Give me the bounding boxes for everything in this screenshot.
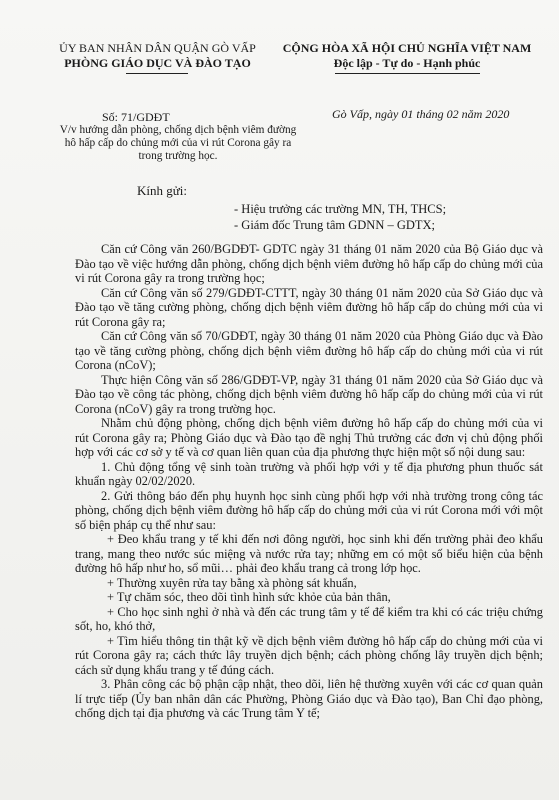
motto-underline [335, 73, 480, 74]
issuer-block [50, 41, 265, 71]
body-paragraph: + Tự chăm sóc, theo dõi tình hình sức khỏe của bản thân, [107, 590, 391, 604]
body-paragraph: Nhằm chủ động phòng, chống dịch bệnh viêm đường hô hấp cấp do chủng mới của vi rút Corona gây ra; Phòng Giáo dục và Đào tạo đề nghị Thủ trưởng các đơn vị chủ động phối hợp với các cơ sở y tế và cơ quan liên quan của địa phương thực hiện một số nội dung sau: [75, 416, 543, 459]
recipient-item: - Hiệu trưởng các trường MN, TH, THCS; [234, 202, 447, 216]
issuer-department: PHÒNG GIÁO DỤC VÀ ĐÀO TẠO [64, 56, 251, 70]
body-paragraph: 3. Phân công các bộ phận cập nhật, theo dõi, liên hệ thường xuyên với các cơ quan quản lí trực tiếp (Ủy ban nhân dân các Phường, Phòng Giáo dục và Đào tạo), Ban Chỉ đạo phòng, chống dịch tại địa phương và các Trung tâm Y tế; [75, 677, 543, 720]
body-paragraph: 1. Chủ động tổng vệ sinh toàn trường và phối hợp với y tế địa phương phun thuốc sát khuẩn ngày 02/02/2020. [75, 459, 543, 488]
issuer-authority: ỦY BAN NHÂN DÂN QUẬN GÒ VẤP [59, 41, 256, 55]
body-paragraph: Căn cứ Công văn số 70/GDĐT, ngày 30 tháng 01 năm 2020 của Phòng Giáo dục và Đào tạo về tăng cường phòng, chống dịch bệnh viêm đường hô hấp cấp do chủng mới của vi rút Corona (nCoV); [75, 329, 543, 372]
document-date: Gò Vấp, ngày 01 tháng 02 năm 2020 [332, 107, 510, 121]
national-title: CỘNG HÒA XÃ HỘI CHỦ NGHĨA VIỆT NAM [282, 41, 532, 55]
document-subject: V/v hướng dẫn phòng, chống dịch bệnh viêm đường hô hấp cấp do chủng mới của vi rút Corona gây ra trong trường học. [59, 124, 297, 163]
body-paragraph: + Đeo khẩu trang y tế khi đến nơi đông người, học sinh khi đến trường phải đeo khẩu trang, mang theo nước súc miệng và nước rửa tay; những em có một số biểu hiện của bệnh đường hô hấp như ho, sổ mũi… phải đeo khẩu trang cả trong lớp học. [75, 532, 543, 575]
issuer-underline [126, 73, 188, 74]
national-motto: Độc lập - Tự do - Hạnh phúc [333, 56, 481, 70]
kinh-gui-label: Kính gửi: [137, 183, 188, 198]
body-paragraph: Thực hiện Công văn số 286/GDĐT-VP, ngày 31 tháng 01 năm 2020 của Sở Giáo dục và Đào tạo về công tác phòng, chống dịch bệnh viêm đường hô hấp cấp do chủng mới của vi rút Corona (nCoV) gây ra trong trường học. [75, 372, 543, 416]
body-paragraph: Căn cứ Công văn 260/BGDĐT- GDTC ngày 31 tháng 01 năm 2020 của Bộ Giáo dục và Đào tạo về việc hướng dẫn phòng, chống dịch bệnh viêm đường hô hấp cấp do chủng mới của vi rút Corona gây ra trong trường học; [75, 242, 543, 285]
document-body [75, 242, 543, 721]
body-paragraph: Căn cứ Công văn số 279/GDĐT-CTTT, ngày 30 tháng 01 năm 2020 của Sở Giáo dục và Đào tạo về tăng cường phòng, chống dịch bệnh viêm đường hô hấp cấp do chủng mới của vi rút Corona gây ra; [75, 285, 543, 329]
document-number: Số: 71/GDĐT [102, 110, 170, 124]
body-paragraph: + Tìm hiểu thông tin thật kỹ về dịch bệnh viêm đường hô hấp cấp do chủng mới của vi rút Corona gây ra; cách thức lây truyền dịch bệnh; cách phòng chống lây truyền dịch bệnh; cách sử dụng khẩu trang y tế đúng cách. [75, 633, 543, 677]
recipient-item: - Giám đốc Trung tâm GDNN – GDTX; [234, 218, 436, 232]
national-motto-block [272, 41, 542, 71]
body-paragraph: + Thường xuyên rửa tay bằng xà phòng sát khuẩn, [107, 575, 357, 590]
body-paragraph: + Cho học sinh nghỉ ở nhà và đến các trung tâm y tế để kiểm tra khi có các triệu chứng sốt, ho, khó thở, [75, 604, 543, 633]
body-paragraph: 2. Gửi thông báo đến phụ huynh học sinh cùng phối hợp với nhà trường trong công tác phòng, chống dịch bệnh viêm đường hô hấp cấp do chủng mới của vi rút Corona mới với một số biện pháp cụ thể như sau: [75, 488, 543, 532]
